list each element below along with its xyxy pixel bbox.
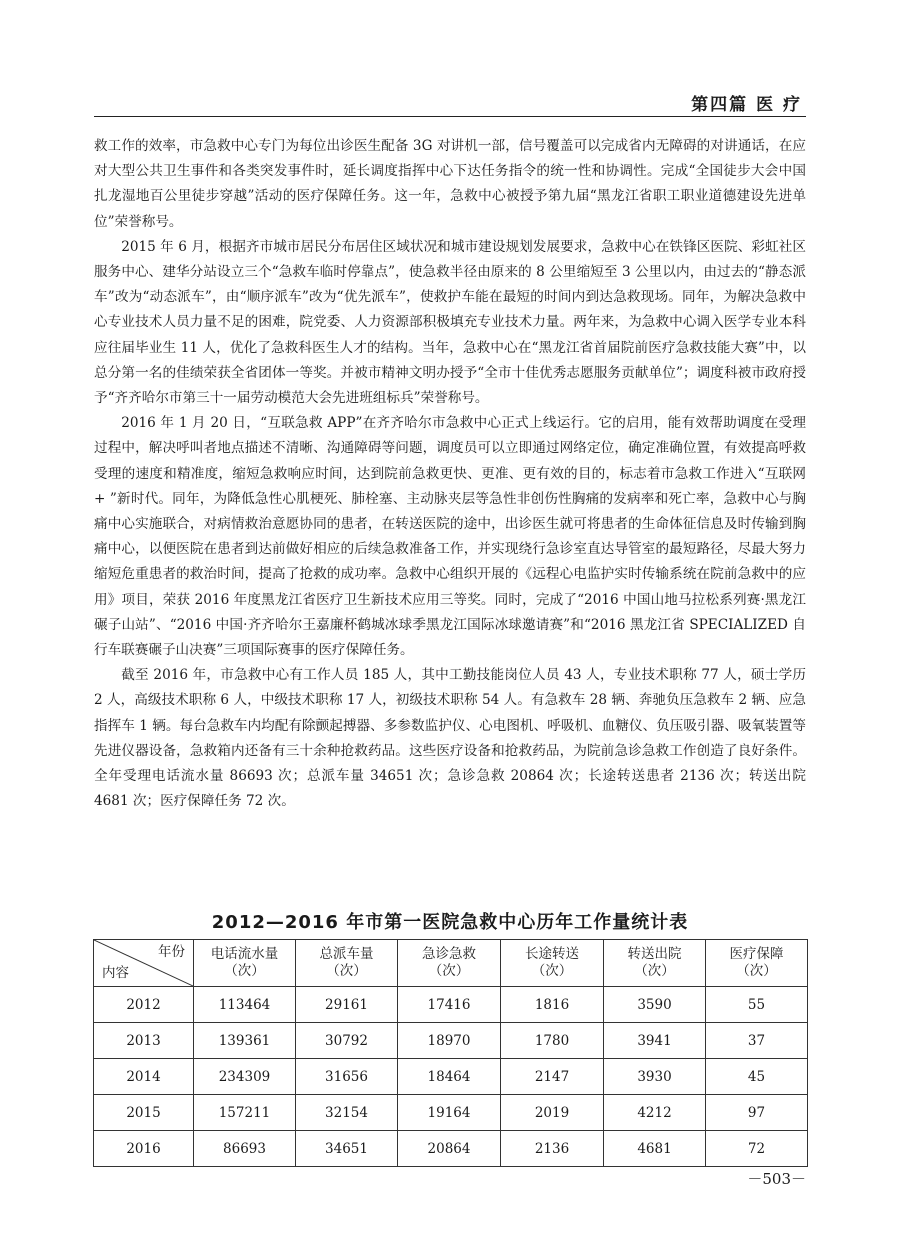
corner-content-label: 内容	[102, 965, 129, 981]
table-row	[94, 1023, 808, 1059]
paragraph: 救工作的效率，市急救中心专门为每位出诊医生配备 3G 对讲机一部，信号覆盖可以完成省内无障碍的对讲通话，在应对大型公共卫生事件和各类突发事件时，延长调度指挥中心下达任务指令的统一性和协调性。完成“全国徒步大会中国扎龙湿地百公里徒步穿越”活动的医疗保障任务。这一年，急救中心被授予第九届“黑龙江省职工职业道德建设先进单位”荣誉称号。	[94, 138, 806, 230]
table-cell: 3930	[604, 1059, 706, 1095]
column-header: 长途转送 （次）	[501, 940, 604, 987]
table-row	[94, 1131, 808, 1167]
table-cell: 1780	[501, 1023, 604, 1059]
column-header: 急诊急救 （次）	[398, 940, 501, 987]
workload-table	[93, 939, 808, 1167]
table-cell: 20864	[398, 1131, 501, 1167]
table-cell: 97	[706, 1095, 808, 1131]
table-cell: 139361	[194, 1023, 296, 1059]
article-body	[94, 134, 806, 814]
table-cell: 34651	[296, 1131, 398, 1167]
section-title: 第四篇 医 疗	[691, 95, 802, 115]
table-cell: 1816	[501, 987, 604, 1023]
table-cell: 32154	[296, 1095, 398, 1131]
table-header-row	[94, 940, 808, 987]
table-row	[94, 1059, 808, 1095]
table-cell: 86693	[194, 1131, 296, 1167]
paragraph: 截至 2016 年，市急救中心有工作人员 185 人，其中工勤技能岗位人员 43 人，专业技术职称 77 人，硕士学历 2 人，高级技术职称 6 人，中级技术职称 17 人，初级技术职称 54 人。有急救车 28 辆、奔驰负压急救车 2 辆、应急指挥车 1 辆。每台急救车内均配有除颤起搏器、多参数监护仪、心电图机、呼吸机、血糖仪、负压吸引器、吸氧装置等先进仪器设备，急救箱内还备有三十余种抢救药品。这些医疗设备和抢救药品，为院前急诊急救工作创造了良好条件。全年受理电话流水量 86693 次；总派车量 34651 次；急诊急救 20864 次；长途转送患者 2136 次；转送出院 4681 次；医疗保障任务 72 次。	[94, 667, 806, 810]
year-cell: 2015	[94, 1095, 194, 1131]
table-cell: 18464	[398, 1059, 501, 1095]
table-cell: 45	[706, 1059, 808, 1095]
table-cell: 31656	[296, 1059, 398, 1095]
table-cell: 19164	[398, 1095, 501, 1131]
table-cell: 30792	[296, 1023, 398, 1059]
table-cell: 29161	[296, 987, 398, 1023]
year-cell: 2016	[94, 1131, 194, 1167]
corner-header-cell	[94, 940, 194, 987]
column-header: 电话流水量 （次）	[194, 940, 296, 987]
table-cell: 157211	[194, 1095, 296, 1131]
table-cell: 55	[706, 987, 808, 1023]
table-row	[94, 1095, 808, 1131]
table-cell: 2136	[501, 1131, 604, 1167]
column-header: 医疗保障 （次）	[706, 940, 808, 987]
table-cell: 3590	[604, 987, 706, 1023]
year-cell: 2013	[94, 1023, 194, 1059]
year-cell: 2012	[94, 987, 194, 1023]
table-title: 2012—2016 年市第一医院急救中心历年工作量统计表	[211, 912, 689, 933]
corner-year-label: 年份	[158, 944, 185, 960]
table-cell: 113464	[194, 987, 296, 1023]
table-cell: 234309	[194, 1059, 296, 1095]
year-cell: 2014	[94, 1059, 194, 1095]
paragraph: 2015 年 6 月，根据齐市城市居民分布居住区域状况和城市建设规划发展要求，急救中心在铁锋区医院、彩虹社区服务中心、建华分站设立三个“急救车临时停靠点”，使急救半径由原来的 8 公里缩短至 3 公里以内，由过去的“静态派车”改为“动态派车”，由“顺序派车”改为“优先派车”，使救护车能在最短的时间内到达急救现场。同年，为解决急救中心专业技术人员力量不足的困难，院党委、人力资源部积极填充专业技术力量。两年来，为急救中心调入医学专业本科应往届毕业生 11 人，优化了急救科医生人才的结构。当年，急救中心在“黑龙江省首届院前医疗急救技能大赛”中，以总分第一名的佳绩荣获全省团体一等奖。并被市精神文明办授予“全市十佳优秀志愿服务贡献单位”；调度科被市政府授予“齐齐哈尔市第三十一届劳动模范大会先进班组标兵”荣誉称号。	[94, 238, 806, 407]
table-cell: 2147	[501, 1059, 604, 1095]
table-cell: 3941	[604, 1023, 706, 1059]
table-cell: 2019	[501, 1095, 604, 1131]
table-row	[94, 987, 808, 1023]
table-cell: 37	[706, 1023, 808, 1059]
paragraph: 2016 年 1 月 20 日，“互联急救 APP”在齐齐哈尔市急救中心正式上线运行。它的启用，能有效帮助调度在受理过程中，解决呼叫者地点描述不清晰、沟通障碍等问题，调度员可以立即通过网络定位，确定准确位置，有效提高呼救受理的速度和精准度，缩短急救响应时间，达到院前急救更快、更准、更有效的目的，标志着市急救工作进入“互联网 + ”新时代。同年，为降低急性心肌梗死、肺栓塞、主动脉夹层等急性非创伤性胸痛的发病率和死亡率，急救中心与胸痛中心实施联合，对病情救治意愿协同的患者，在转送医院的途中，出诊医生就可将患者的生命体征信息及时传输到胸痛中心，以便医院在患者到达前做好相应的后续急救准备工作，并实现绕行急诊室直达导管室的最短路径，尽最大努力缩短危重患者的救治时间，提高了抢救的成功率。急救中心组织开展的《远程心电监护实时传输系统在院前急救中的应用》项目，荣获 2016 年度黑龙江省医疗卫生新技术应用三等奖。同时，完成了“2016 中国山地马拉松系列赛·黑龙江碾子山站”、“2016 中国·齐齐哈尔王嘉廉杯鹤城冰球季黑龙江国际冰球邀请赛”和“2016 黑龙江省 SPECIALIZED 自行车联赛碾子山决赛”三项国际赛事的医疗保障任务。	[94, 415, 806, 659]
column-header: 转送出院 （次）	[604, 940, 706, 987]
table-cell: 18970	[398, 1023, 501, 1059]
table-cell: 4212	[604, 1095, 706, 1131]
running-header	[94, 86, 806, 117]
table-cell: 17416	[398, 987, 501, 1023]
table-cell: 4681	[604, 1131, 706, 1167]
table-cell: 72	[706, 1131, 808, 1167]
page-number: －503－	[747, 1170, 806, 1188]
column-header: 总派车量 （次）	[296, 940, 398, 987]
